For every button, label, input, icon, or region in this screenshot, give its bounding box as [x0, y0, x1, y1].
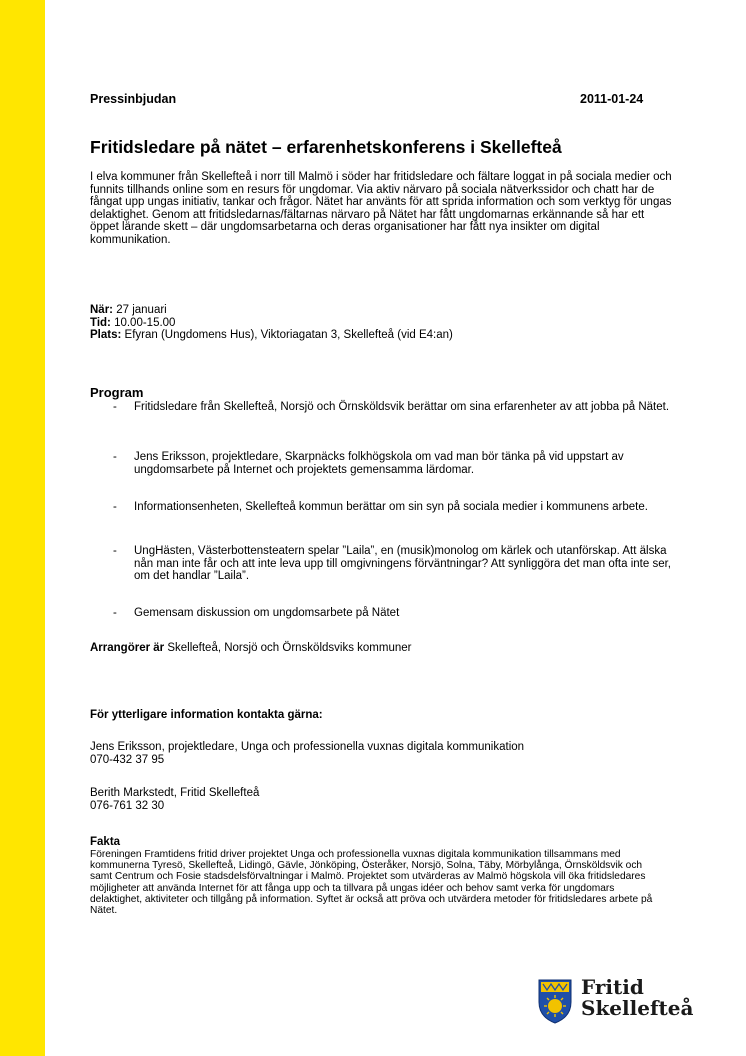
contact-name: Jens Eriksson, projektledare, Unga och professionella vuxnas digitala kommunikation [90, 741, 525, 753]
document-type-label: Pressinbjudan [90, 92, 177, 106]
when-value: 27 januari [113, 304, 167, 316]
logo-line-2: Skellefteå [581, 996, 694, 1020]
facts-paragraph: Föreningen Framtidens fritid driver projektet Unga och professionella vuxnas digitala kommunikation tillsammans med kommunerna Tyresö, Skellefteå, Lidingö, Gävle, Jönköping, Österåker, Norsjö, Solna, Täby, Mörbylånga, Örnsköldsvik och samt Centrum och Fosie stadsdelsförvaltningar i Malmö. Projektet som utvärderas av Malmö högskola vill öka fritidsledares möjligheter att använda Internet för att fånga upp och ta tillvara på ungas idéer och behov samt verka för ungdomars delaktighet, aktiviteter och tillgång på information. Syftet är också att pröva och utvärdera metoder för fritidsledares arbete på Nätet. [90, 849, 653, 917]
logo-wordmark [581, 977, 693, 1019]
logo-line-1: Fritid [581, 975, 644, 999]
program-item: Gemensam diskussion om ungdomsarbete på Nätet [134, 607, 400, 619]
time-label: Tid: [90, 316, 111, 329]
place-label: Plats: [90, 329, 122, 342]
fritid-skelleftea-logo [537, 975, 694, 1025]
contact-person-1 [90, 741, 674, 766]
place-line [90, 329, 674, 342]
list-bullet: - [113, 607, 117, 619]
organizers-label: Arrangörer är [90, 642, 165, 654]
when-line [90, 304, 674, 317]
program-item: UngHästen, Västerbottensteatern spelar ”Laila”, en (musik)monolog om kärlek och utanförskap. Att älska nån man inte får och att inte leva upp till omgivningens förväntningar? Att synliggöra det man ofta inte ser, om det handlar ”Laila”. [134, 545, 671, 583]
list-bullet: - [113, 501, 117, 513]
intro-paragraph: I elva kommuner från Skellefteå i norr till Malmö i söder har fritidsledare och fältare loggat in på sociala medier och funnits tillhands online som en resurs för ungdomar. Via aktiv närvaro på sociala nätverkssidor och chatt har de fångat upp ungas initiativ, tankar och frågor. Nätet har använts för att sprida information och som verktyg för ungas delaktighet. Genom att fritidsledarnas/fältarnas närvaro på Nätet har fått ungdomarnas erkännande så har ett öppet lärande skett – där ungdomsarbetarna och deras organisationer har fått nya insikter om digital kommunikation. [90, 171, 672, 246]
place-value: Efyran (Ungdomens Hus), Viktoriagatan 3, Skellefteå (vid E4:an) [121, 329, 453, 342]
program-item: Fritidsledare från Skellefteå, Norsjö och Örnsköldsvik berättar om sina erfarenheter av att jobba på Nätet. [134, 401, 670, 413]
program-item: Jens Eriksson, projektledare, Skarpnäcks folkhögskola om vad man bör tänka på vid uppstart av ungdomsarbete på Internet och projektets gemensamma lärdomar. [134, 451, 624, 476]
organizers-value: Skellefteå, Norsjö och Örnsköldsviks kommuner [164, 642, 412, 654]
program-heading: Program [90, 385, 144, 400]
contact-name: Berith Markstedt, Fritid Skellefteå [90, 787, 260, 799]
organizers-line [90, 642, 674, 655]
time-line [90, 317, 674, 330]
page-title: Fritidsledare på nätet – erfarenhetskonferens i Skellefteå [90, 137, 562, 157]
document-date: 2011-01-24 [580, 92, 644, 106]
contact-phone: 070-432 37 95 [90, 753, 165, 766]
facts-heading: Fakta [90, 836, 121, 848]
shield-icon [537, 978, 573, 1024]
contact-heading: För ytterligare information kontakta gärna: [90, 709, 323, 721]
event-details [90, 304, 674, 342]
yellow-side-band [0, 0, 45, 1056]
list-bullet: - [113, 401, 117, 413]
when-label: När: [90, 304, 114, 316]
list-bullet: - [113, 451, 117, 463]
time-value: 10.00-15.00 [110, 316, 176, 329]
contact-person-2 [90, 787, 674, 812]
program-item: Informationsenheten, Skellefteå kommun berättar om sin syn på sociala medier i kommunens arbete. [134, 501, 648, 513]
list-bullet: - [113, 545, 117, 557]
contact-phone: 076-761 32 30 [90, 799, 165, 812]
